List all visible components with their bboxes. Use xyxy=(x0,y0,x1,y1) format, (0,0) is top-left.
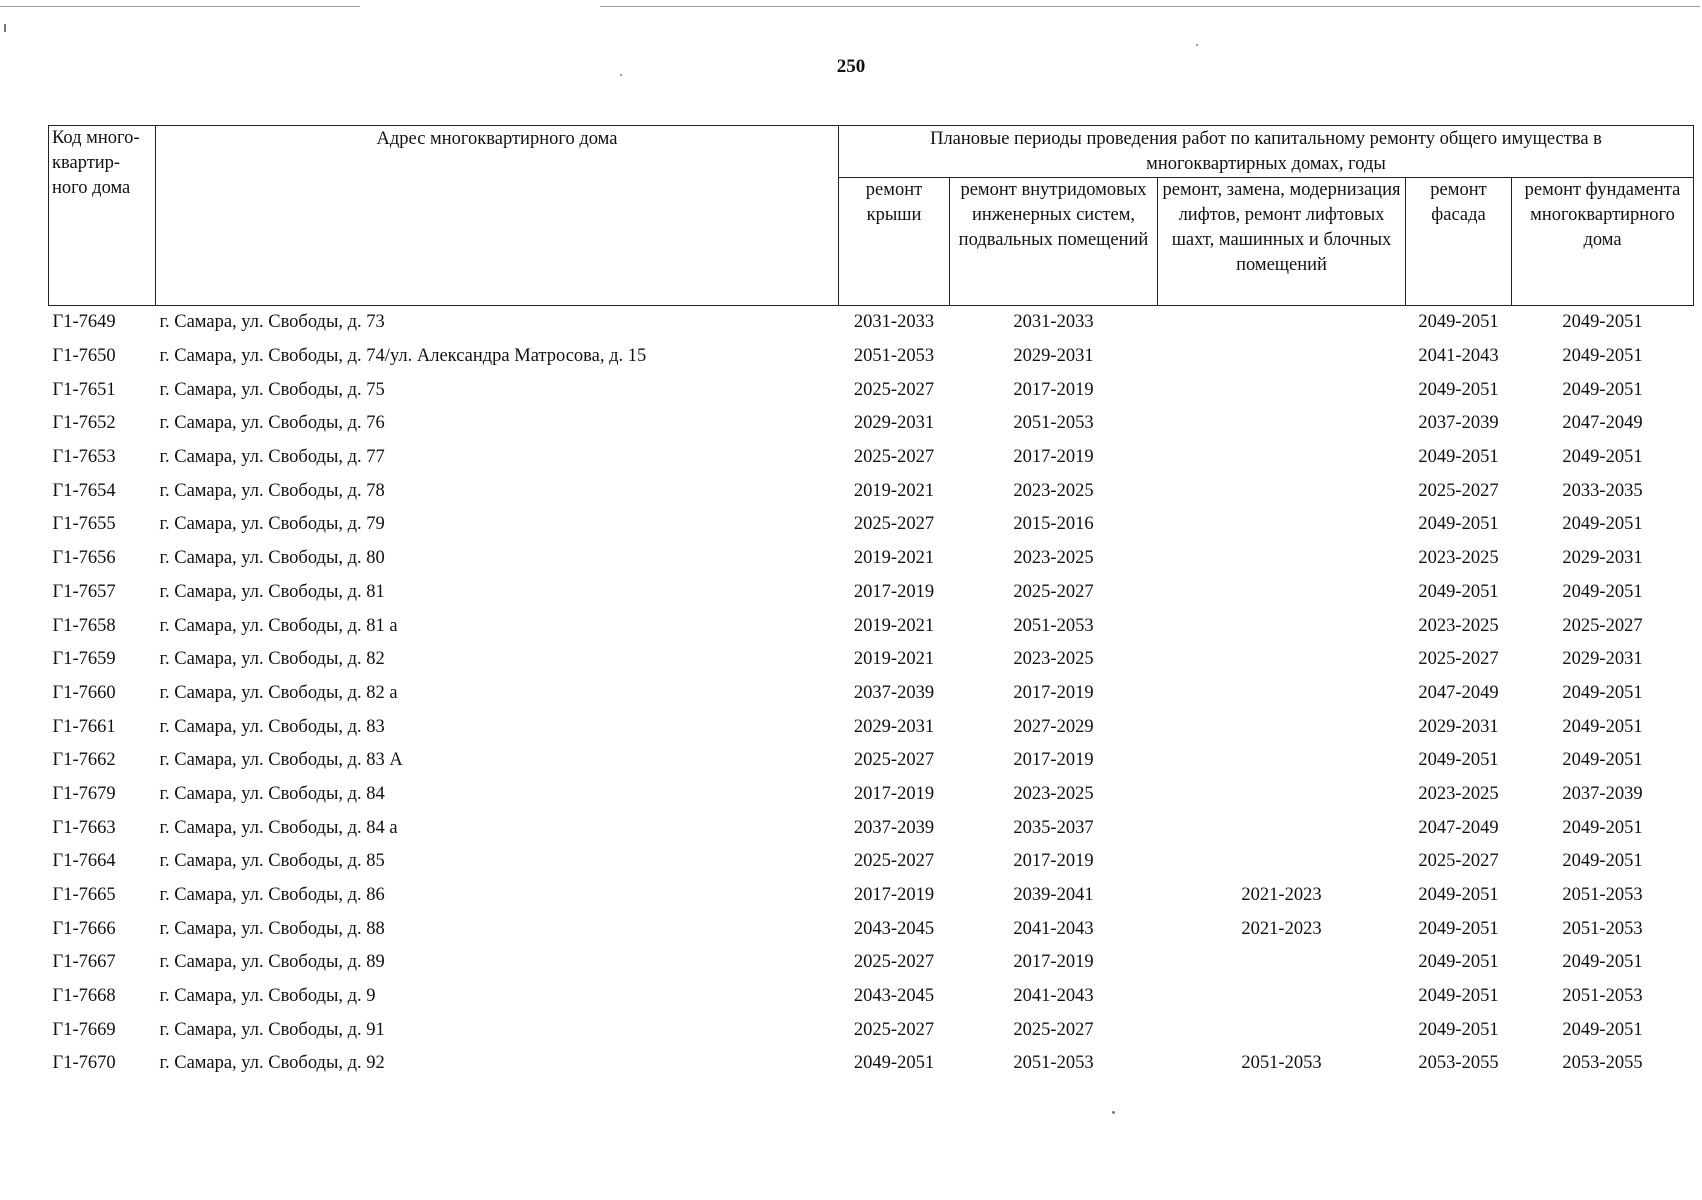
cell-facade: 2053-2055 xyxy=(1418,1053,1499,1074)
table-row xyxy=(49,811,1694,845)
cell-roof: 2037-2039 xyxy=(853,682,935,703)
cell-roof: 2043-2045 xyxy=(853,986,935,1007)
cell-code: Г1-7668 xyxy=(52,986,116,1007)
cell-elevators xyxy=(1158,744,1406,778)
cell-elevators xyxy=(1158,1013,1406,1047)
cell-address: г. Самара, ул. Свободы, д. 86 xyxy=(159,885,385,906)
cell-engineering: 2017-2019 xyxy=(1013,750,1094,771)
cell-facade: 2023-2025 xyxy=(1418,615,1499,636)
cell-facade: 2047-2049 xyxy=(1418,682,1499,703)
cell-address: г. Самара, ул. Свободы, д. 80 xyxy=(159,548,385,569)
cell-foundation: 2029-2031 xyxy=(1562,649,1643,670)
table-row xyxy=(49,576,1694,610)
scan-speck xyxy=(620,74,622,76)
cell-code: Г1-7659 xyxy=(52,649,116,670)
cell-code: Г1-7649 xyxy=(52,312,116,333)
cell-code: Г1-7651 xyxy=(52,379,116,400)
table-row xyxy=(49,1047,1694,1081)
table-row xyxy=(49,474,1694,508)
cell-address: г. Самара, ул. Свободы, д. 82 а xyxy=(159,682,398,703)
cell-engineering: 2039-2041 xyxy=(1013,885,1094,906)
cell-elevators xyxy=(1158,609,1406,643)
cell-address: г. Самара, ул. Свободы, д. 81 xyxy=(159,581,385,602)
cell-address: г. Самара, ул. Свободы, д. 84 а xyxy=(159,817,398,838)
cell-code: Г1-7654 xyxy=(52,480,116,501)
cell-facade: 2047-2049 xyxy=(1418,817,1499,838)
header-code: Код много-квартир-ного дома xyxy=(49,126,156,306)
cell-foundation: 2047-2049 xyxy=(1562,413,1643,434)
table-row xyxy=(49,340,1694,374)
cell-engineering: 2023-2025 xyxy=(1013,783,1094,804)
table-row xyxy=(49,677,1694,711)
cell-roof: 2019-2021 xyxy=(853,615,935,636)
cell-facade: 2049-2051 xyxy=(1418,952,1499,973)
cell-address: г. Самара, ул. Свободы, д. 82 xyxy=(159,649,385,670)
cell-elevators xyxy=(1158,474,1406,508)
cell-foundation: 2029-2031 xyxy=(1562,548,1643,569)
table-row xyxy=(49,306,1694,340)
cell-elevators xyxy=(1158,508,1406,542)
cell-foundation: 2053-2055 xyxy=(1562,1053,1643,1074)
scan-speck xyxy=(4,24,6,32)
cell-engineering: 2023-2025 xyxy=(1013,548,1094,569)
cell-code: Г1-7656 xyxy=(52,548,116,569)
cell-elevators xyxy=(1158,542,1406,576)
cell-engineering: 2023-2025 xyxy=(1013,649,1094,670)
cell-roof: 2025-2027 xyxy=(853,952,935,973)
table-row xyxy=(49,912,1694,946)
cell-foundation: 2051-2053 xyxy=(1562,885,1643,906)
cell-foundation: 2051-2053 xyxy=(1562,918,1643,939)
cell-code: Г1-7664 xyxy=(52,851,116,872)
header-periods-group: Плановые периоды проведения работ по капитальному ремонту общего имущества в многоквартирных домах, годы xyxy=(839,126,1694,178)
cell-foundation: 2049-2051 xyxy=(1562,312,1643,333)
table-header xyxy=(49,126,1694,306)
cell-facade: 2049-2051 xyxy=(1418,750,1499,771)
cell-roof: 2029-2031 xyxy=(853,413,935,434)
cell-engineering: 2041-2043 xyxy=(1013,918,1094,939)
cell-roof: 2019-2021 xyxy=(853,480,935,501)
cell-address: г. Самара, ул. Свободы, д. 89 xyxy=(159,952,385,973)
cell-roof: 2025-2027 xyxy=(853,379,935,400)
cell-facade: 2049-2051 xyxy=(1418,312,1499,333)
cell-engineering: 2035-2037 xyxy=(1013,817,1094,838)
cell-elevators xyxy=(1158,677,1406,711)
cell-address: г. Самара, ул. Свободы, д. 74/ул. Александра Матросова, д. 15 xyxy=(159,346,647,367)
cell-elevators xyxy=(1158,373,1406,407)
cell-code: Г1-7650 xyxy=(52,346,116,367)
cell-facade: 2049-2051 xyxy=(1418,1019,1499,1040)
table-row xyxy=(49,946,1694,980)
cell-engineering: 2017-2019 xyxy=(1013,952,1094,973)
capital-repair-table xyxy=(48,125,1694,1081)
cell-engineering: 2025-2027 xyxy=(1013,581,1094,602)
cell-facade: 2029-2031 xyxy=(1418,716,1499,737)
cell-elevators xyxy=(1158,576,1406,610)
cell-foundation: 2049-2051 xyxy=(1562,682,1643,703)
cell-facade: 2025-2027 xyxy=(1418,480,1499,501)
cell-foundation: 2049-2051 xyxy=(1562,379,1643,400)
cell-engineering: 2023-2025 xyxy=(1013,480,1094,501)
table-row xyxy=(49,441,1694,475)
cell-elevators xyxy=(1158,441,1406,475)
cell-elevators xyxy=(1158,340,1406,374)
cell-address: г. Самара, ул. Свободы, д. 79 xyxy=(159,514,385,535)
cell-foundation: 2049-2051 xyxy=(1562,514,1643,535)
scan-speck xyxy=(1196,44,1198,46)
cell-engineering: 2025-2027 xyxy=(1013,1019,1094,1040)
cell-facade: 2049-2051 xyxy=(1418,581,1499,602)
cell-roof: 2029-2031 xyxy=(853,716,935,737)
cell-elevators xyxy=(1158,407,1406,441)
cell-roof: 2043-2045 xyxy=(853,918,935,939)
cell-engineering: 2051-2053 xyxy=(1013,413,1094,434)
table-row xyxy=(49,778,1694,812)
cell-address: г. Самара, ул. Свободы, д. 76 xyxy=(159,413,385,434)
cell-roof: 2017-2019 xyxy=(853,783,935,804)
cell-address: г. Самара, ул. Свободы, д. 84 xyxy=(159,783,385,804)
cell-foundation: 2049-2051 xyxy=(1562,851,1643,872)
cell-engineering: 2015-2016 xyxy=(1013,514,1094,535)
header-roof: ремонт крыши xyxy=(839,178,950,306)
cell-roof: 2049-2051 xyxy=(853,1053,935,1074)
cell-address: г. Самара, ул. Свободы, д. 83 xyxy=(159,716,385,737)
cell-roof: 2025-2027 xyxy=(853,514,935,535)
cell-engineering: 2017-2019 xyxy=(1013,851,1094,872)
cell-foundation: 2049-2051 xyxy=(1562,952,1643,973)
cell-roof: 2025-2027 xyxy=(853,1019,935,1040)
cell-address: г. Самара, ул. Свободы, д. 85 xyxy=(159,851,385,872)
cell-roof: 2031-2033 xyxy=(853,312,935,333)
cell-elevators xyxy=(1158,946,1406,980)
cell-engineering: 2017-2019 xyxy=(1013,447,1094,468)
cell-roof: 2019-2021 xyxy=(853,649,935,670)
cell-address: г. Самара, ул. Свободы, д. 73 xyxy=(159,312,385,333)
cell-foundation: 2049-2051 xyxy=(1562,817,1643,838)
cell-roof: 2019-2021 xyxy=(853,548,935,569)
cell-elevators: 2021-2023 xyxy=(1241,885,1322,906)
header-address: Адрес многоквартирного дома xyxy=(156,126,839,306)
cell-engineering: 2027-2029 xyxy=(1013,716,1094,737)
table-row xyxy=(49,980,1694,1014)
cell-code: Г1-7666 xyxy=(52,918,116,939)
cell-elevators xyxy=(1158,306,1406,340)
cell-engineering: 2041-2043 xyxy=(1013,986,1094,1007)
table-row xyxy=(49,542,1694,576)
cell-elevators xyxy=(1158,778,1406,812)
cell-address: г. Самара, ул. Свободы, д. 78 xyxy=(159,480,385,501)
cell-foundation: 2049-2051 xyxy=(1562,716,1643,737)
table-row xyxy=(49,643,1694,677)
cell-elevators: 2051-2053 xyxy=(1241,1053,1322,1074)
cell-foundation: 2049-2051 xyxy=(1562,581,1643,602)
cell-engineering: 2017-2019 xyxy=(1013,379,1094,400)
cell-engineering: 2031-2033 xyxy=(1013,312,1094,333)
cell-address: г. Самара, ул. Свободы, д. 81 а xyxy=(159,615,398,636)
cell-foundation: 2025-2027 xyxy=(1562,615,1643,636)
cell-elevators xyxy=(1158,643,1406,677)
cell-code: Г1-7661 xyxy=(52,716,116,737)
cell-address: г. Самара, ул. Свободы, д. 83 А xyxy=(159,750,403,771)
cell-facade: 2023-2025 xyxy=(1418,548,1499,569)
cell-code: Г1-7663 xyxy=(52,817,116,838)
header-facade: ремонт фасада xyxy=(1406,178,1512,306)
table-row xyxy=(49,1013,1694,1047)
cell-address: г. Самара, ул. Свободы, д. 91 xyxy=(159,1019,385,1040)
cell-facade: 2049-2051 xyxy=(1418,885,1499,906)
cell-facade: 2023-2025 xyxy=(1418,783,1499,804)
table-row xyxy=(49,407,1694,441)
cell-roof: 2037-2039 xyxy=(853,817,935,838)
cell-elevators xyxy=(1158,845,1406,879)
cell-roof: 2025-2027 xyxy=(853,447,935,468)
table-row xyxy=(49,609,1694,643)
cell-elevators: 2021-2023 xyxy=(1241,918,1322,939)
cell-address: г. Самара, ул. Свободы, д. 77 xyxy=(159,447,385,468)
scan-speck xyxy=(1112,1111,1115,1114)
cell-foundation: 2049-2051 xyxy=(1562,346,1643,367)
cell-engineering: 2017-2019 xyxy=(1013,682,1094,703)
header-foundation: ремонт фундамента многоквартирного дома xyxy=(1512,178,1694,306)
table-row xyxy=(49,744,1694,778)
cell-address: г. Самара, ул. Свободы, д. 88 xyxy=(159,918,385,939)
cell-elevators xyxy=(1158,710,1406,744)
table-body xyxy=(49,306,1694,1081)
cell-foundation: 2049-2051 xyxy=(1562,447,1643,468)
cell-elevators xyxy=(1158,811,1406,845)
cell-roof: 2017-2019 xyxy=(853,885,935,906)
cell-facade: 2049-2051 xyxy=(1418,986,1499,1007)
cell-facade: 2049-2051 xyxy=(1418,447,1499,468)
cell-address: г. Самара, ул. Свободы, д. 75 xyxy=(159,379,385,400)
cell-facade: 2049-2051 xyxy=(1418,514,1499,535)
cell-code: Г1-7667 xyxy=(52,952,116,973)
header-elevators: ремонт, замена, модернизация лифтов, ремонт лифтовых шахт, машинных и блочных помещений xyxy=(1158,178,1406,306)
table-row xyxy=(49,508,1694,542)
cell-roof: 2051-2053 xyxy=(853,346,935,367)
cell-code: Г1-7653 xyxy=(52,447,116,468)
cell-elevators xyxy=(1158,980,1406,1014)
cell-foundation: 2049-2051 xyxy=(1562,750,1643,771)
cell-engineering: 2029-2031 xyxy=(1013,346,1094,367)
cell-code: Г1-7669 xyxy=(52,1019,116,1040)
cell-code: Г1-7660 xyxy=(52,682,116,703)
cell-code: Г1-7670 xyxy=(52,1053,116,1074)
scan-top-rule-right xyxy=(600,6,1700,7)
header-engineering: ремонт внутридомовых инженерных систем, подвальных помещений xyxy=(950,178,1158,306)
cell-address: г. Самара, ул. Свободы, д. 92 xyxy=(159,1053,385,1074)
cell-roof: 2025-2027 xyxy=(853,851,935,872)
table-row xyxy=(49,845,1694,879)
cell-facade: 2025-2027 xyxy=(1418,851,1499,872)
cell-code: Г1-7679 xyxy=(52,783,116,804)
cell-foundation: 2051-2053 xyxy=(1562,986,1643,1007)
cell-foundation: 2033-2035 xyxy=(1562,480,1643,501)
scan-top-rule-left xyxy=(0,6,360,7)
cell-facade: 2041-2043 xyxy=(1418,346,1499,367)
cell-foundation: 2037-2039 xyxy=(1562,783,1643,804)
cell-code: Г1-7652 xyxy=(52,413,116,434)
cell-facade: 2037-2039 xyxy=(1418,413,1499,434)
cell-engineering: 2051-2053 xyxy=(1013,1053,1094,1074)
cell-code: Г1-7665 xyxy=(52,885,116,906)
table-row xyxy=(49,373,1694,407)
cell-code: Г1-7657 xyxy=(52,581,116,602)
page-number: 250 xyxy=(836,56,866,77)
cell-code: Г1-7662 xyxy=(52,750,116,771)
cell-roof: 2025-2027 xyxy=(853,750,935,771)
cell-code: Г1-7658 xyxy=(52,615,116,636)
cell-facade: 2049-2051 xyxy=(1418,918,1499,939)
cell-engineering: 2051-2053 xyxy=(1013,615,1094,636)
cell-roof: 2017-2019 xyxy=(853,581,935,602)
cell-address: г. Самара, ул. Свободы, д. 9 xyxy=(159,986,376,1007)
cell-facade: 2049-2051 xyxy=(1418,379,1499,400)
table-row xyxy=(49,879,1694,913)
cell-foundation: 2049-2051 xyxy=(1562,1019,1643,1040)
table-row xyxy=(49,710,1694,744)
cell-facade: 2025-2027 xyxy=(1418,649,1499,670)
cell-code: Г1-7655 xyxy=(52,514,116,535)
